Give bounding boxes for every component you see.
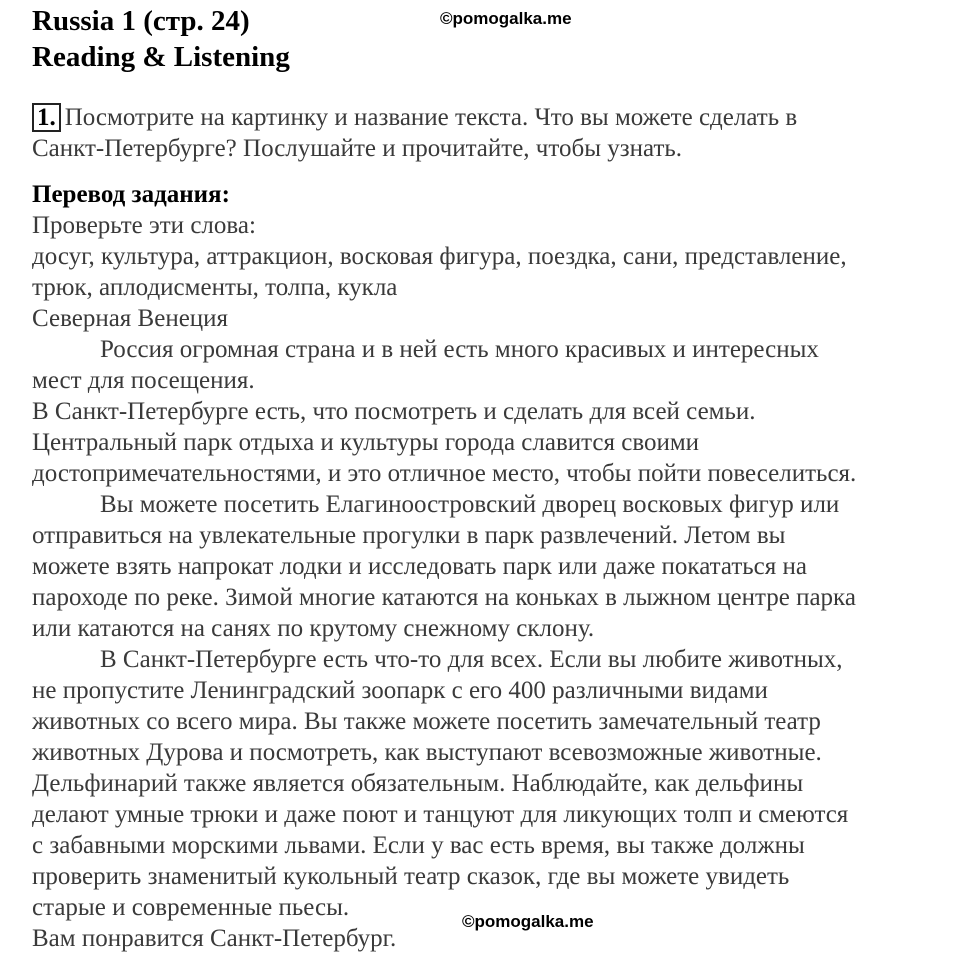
vocab-line: трюк, аплодисменты, толпа, кукла: [32, 274, 398, 301]
paragraph-line: В Санкт-Петербурге есть, что посмотреть и сделать для всей семьи.: [32, 398, 756, 425]
paragraph-line: Центральный парк отдыха и культуры города славится своими: [32, 429, 700, 456]
paragraph-line: В Санкт-Петербурге есть что-то для всех. Если вы любите животных,: [100, 646, 843, 673]
paragraph-line: Дельфинарий также является обязательным. Наблюдайте, как дельфины: [32, 770, 804, 797]
paragraph-line: мест для посещения.: [32, 367, 255, 394]
paragraph-line: старые и современные пьесы.: [32, 894, 350, 921]
vocab-line: досуг, культура, аттракцион, восковая фигура, поездка, сани, представление,: [32, 243, 847, 270]
paragraph-line: проверить знаменитый кукольный театр сказок, где вы можете увидеть: [32, 863, 790, 890]
vocab-heading: Проверьте эти слова:: [32, 212, 256, 239]
task-text-1: Посмотрите на картинку и название текста. Что вы можете сделать в: [64, 104, 798, 131]
paragraph-line: Вы можете посетить Елагиноостровский дворец восковых фигур или: [100, 491, 840, 518]
section-title: Reading & Listening: [32, 41, 290, 73]
paragraph-line: животных Дурова и посмотреть, как выступают всевозможные животные.: [32, 739, 822, 766]
paragraph-line: достопримечательностями, и это отличное место, чтобы пойти повеселиться.: [32, 460, 857, 487]
task-line-1: [32, 102, 932, 133]
paragraph-line: не пропустите Ленинградский зоопарк с его 400 различными видами: [32, 677, 768, 704]
translation-heading: Перевод задания:: [32, 181, 230, 208]
translation-body: [32, 179, 937, 954]
paragraph-line: Россия огромная страна и в ней есть много красивых и интересных: [100, 336, 819, 363]
text-title: Северная Венеция: [32, 305, 229, 332]
paragraph-line: отправиться на увлекательные прогулки в парк развлечений. Летом вы: [32, 522, 786, 549]
watermark-bottom: ©pomogalka.me: [462, 912, 594, 931]
paragraph-line: делают умные трюки и даже поют и танцуют для ликующих толп и смеются: [32, 801, 849, 828]
paragraph-line: или катаются на санях по крутому снежному склону.: [32, 615, 595, 642]
task-instruction: [32, 102, 932, 164]
task-number-badge: 1.: [32, 103, 61, 132]
paragraph-line: с забавными морскими львами. Если у вас есть время, вы также должны: [32, 832, 805, 859]
paragraph-line: пароходе по реке. Зимой многие катаются на коньках в лыжном центре парка: [32, 584, 856, 611]
page-title: Russia 1 (стр. 24): [32, 5, 250, 37]
paragraph-line: животных со всего мира. Вы также можете посетить замечательный театр: [32, 708, 821, 735]
watermark-top: ©pomogalka.me: [440, 9, 572, 28]
task-line-2: Санкт-Петербурге? Послушайте и прочитайте, чтобы узнать.: [32, 135, 683, 162]
paragraph-line: Вам понравится Санкт-Петербург.: [32, 925, 397, 952]
paragraph-line: можете взять напрокат лодки и исследовать парк или даже покататься на: [32, 553, 807, 580]
